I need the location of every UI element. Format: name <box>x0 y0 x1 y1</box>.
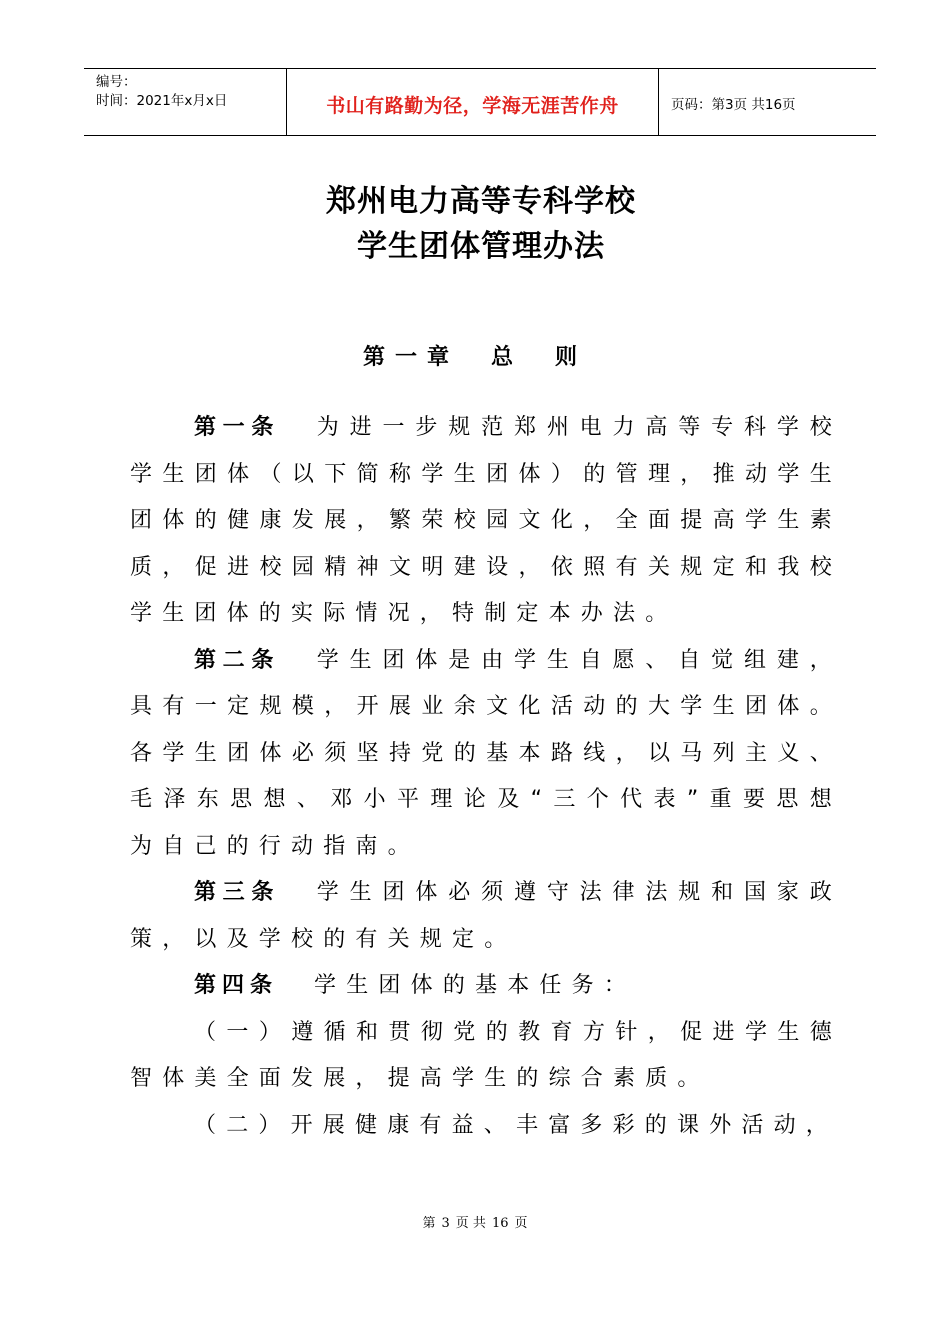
time-label: 时间：2021年x月x日 <box>96 93 228 109</box>
footer-suffix: 页 <box>514 1216 528 1231</box>
header-meta-cell <box>84 69 287 135</box>
chapter-heading: 第一章 总 则 <box>362 345 587 370</box>
footer-current-page: 3 <box>441 1216 450 1231</box>
page-info: 页码：第3页 共16页 <box>671 97 796 113</box>
article-label: 第一条 <box>194 415 281 440</box>
header-page-cell <box>659 69 876 135</box>
article-paragraph <box>130 963 842 1010</box>
footer-total-pages: 16 <box>491 1216 509 1231</box>
article-text: 为进一步规范郑州电力高等专科学校学生团体（以下简称学生团体）的管理，推动学生团体的健康发展，繁荣校园文化，全面提高学生素质，促进校园精神文明建设，依照有关规定和我校学生团体的实际情况，特制定本办法。 <box>130 415 842 626</box>
article-paragraph <box>130 870 842 963</box>
list-item-text: （二）开展健康有益、丰富多彩的课外活动， <box>194 1112 839 1138</box>
footer-middle: 页 共 <box>455 1216 486 1231</box>
list-item <box>130 1103 842 1150</box>
list-item <box>130 1010 842 1103</box>
list-item-text: （一）遵循和贯彻党的教育方针，促进学生德智体美全面发展，提高学生的综合素质。 <box>130 1019 842 1091</box>
document-body <box>130 405 842 1149</box>
article-label: 第三条 <box>194 880 281 905</box>
document-title: 郑州电力高等专科学校 <box>326 184 636 219</box>
article-text: 学生团体的基本任务： <box>314 973 637 998</box>
article-paragraph <box>130 638 842 871</box>
document-subtitle: 学生团体管理办法 <box>357 229 605 264</box>
article-text: 学生团体是由学生自愿、自觉组建，具有一定规模，开展业余文化活动的大学生团体。各学生团体必须坚持党的基本路线，以马列主义、毛泽东思想、邓小平理论及“三个代表”重要思想为自己的行动指南。 <box>130 647 842 859</box>
article-label: 第四条 <box>194 973 279 998</box>
article-text: 学生团体必须遵守法律法规和国家政策，以及学校的有关规定。 <box>130 880 842 952</box>
motto: 书山有路勤为径，学海无涯苦作舟 <box>326 94 619 117</box>
number-label: 编号： <box>96 74 137 90</box>
page-footer <box>0 1212 950 1231</box>
document-header <box>84 68 876 136</box>
footer-prefix: 第 <box>422 1216 436 1231</box>
article-label: 第二条 <box>194 647 281 673</box>
header-motto-cell <box>287 69 659 135</box>
article-paragraph <box>130 405 842 638</box>
